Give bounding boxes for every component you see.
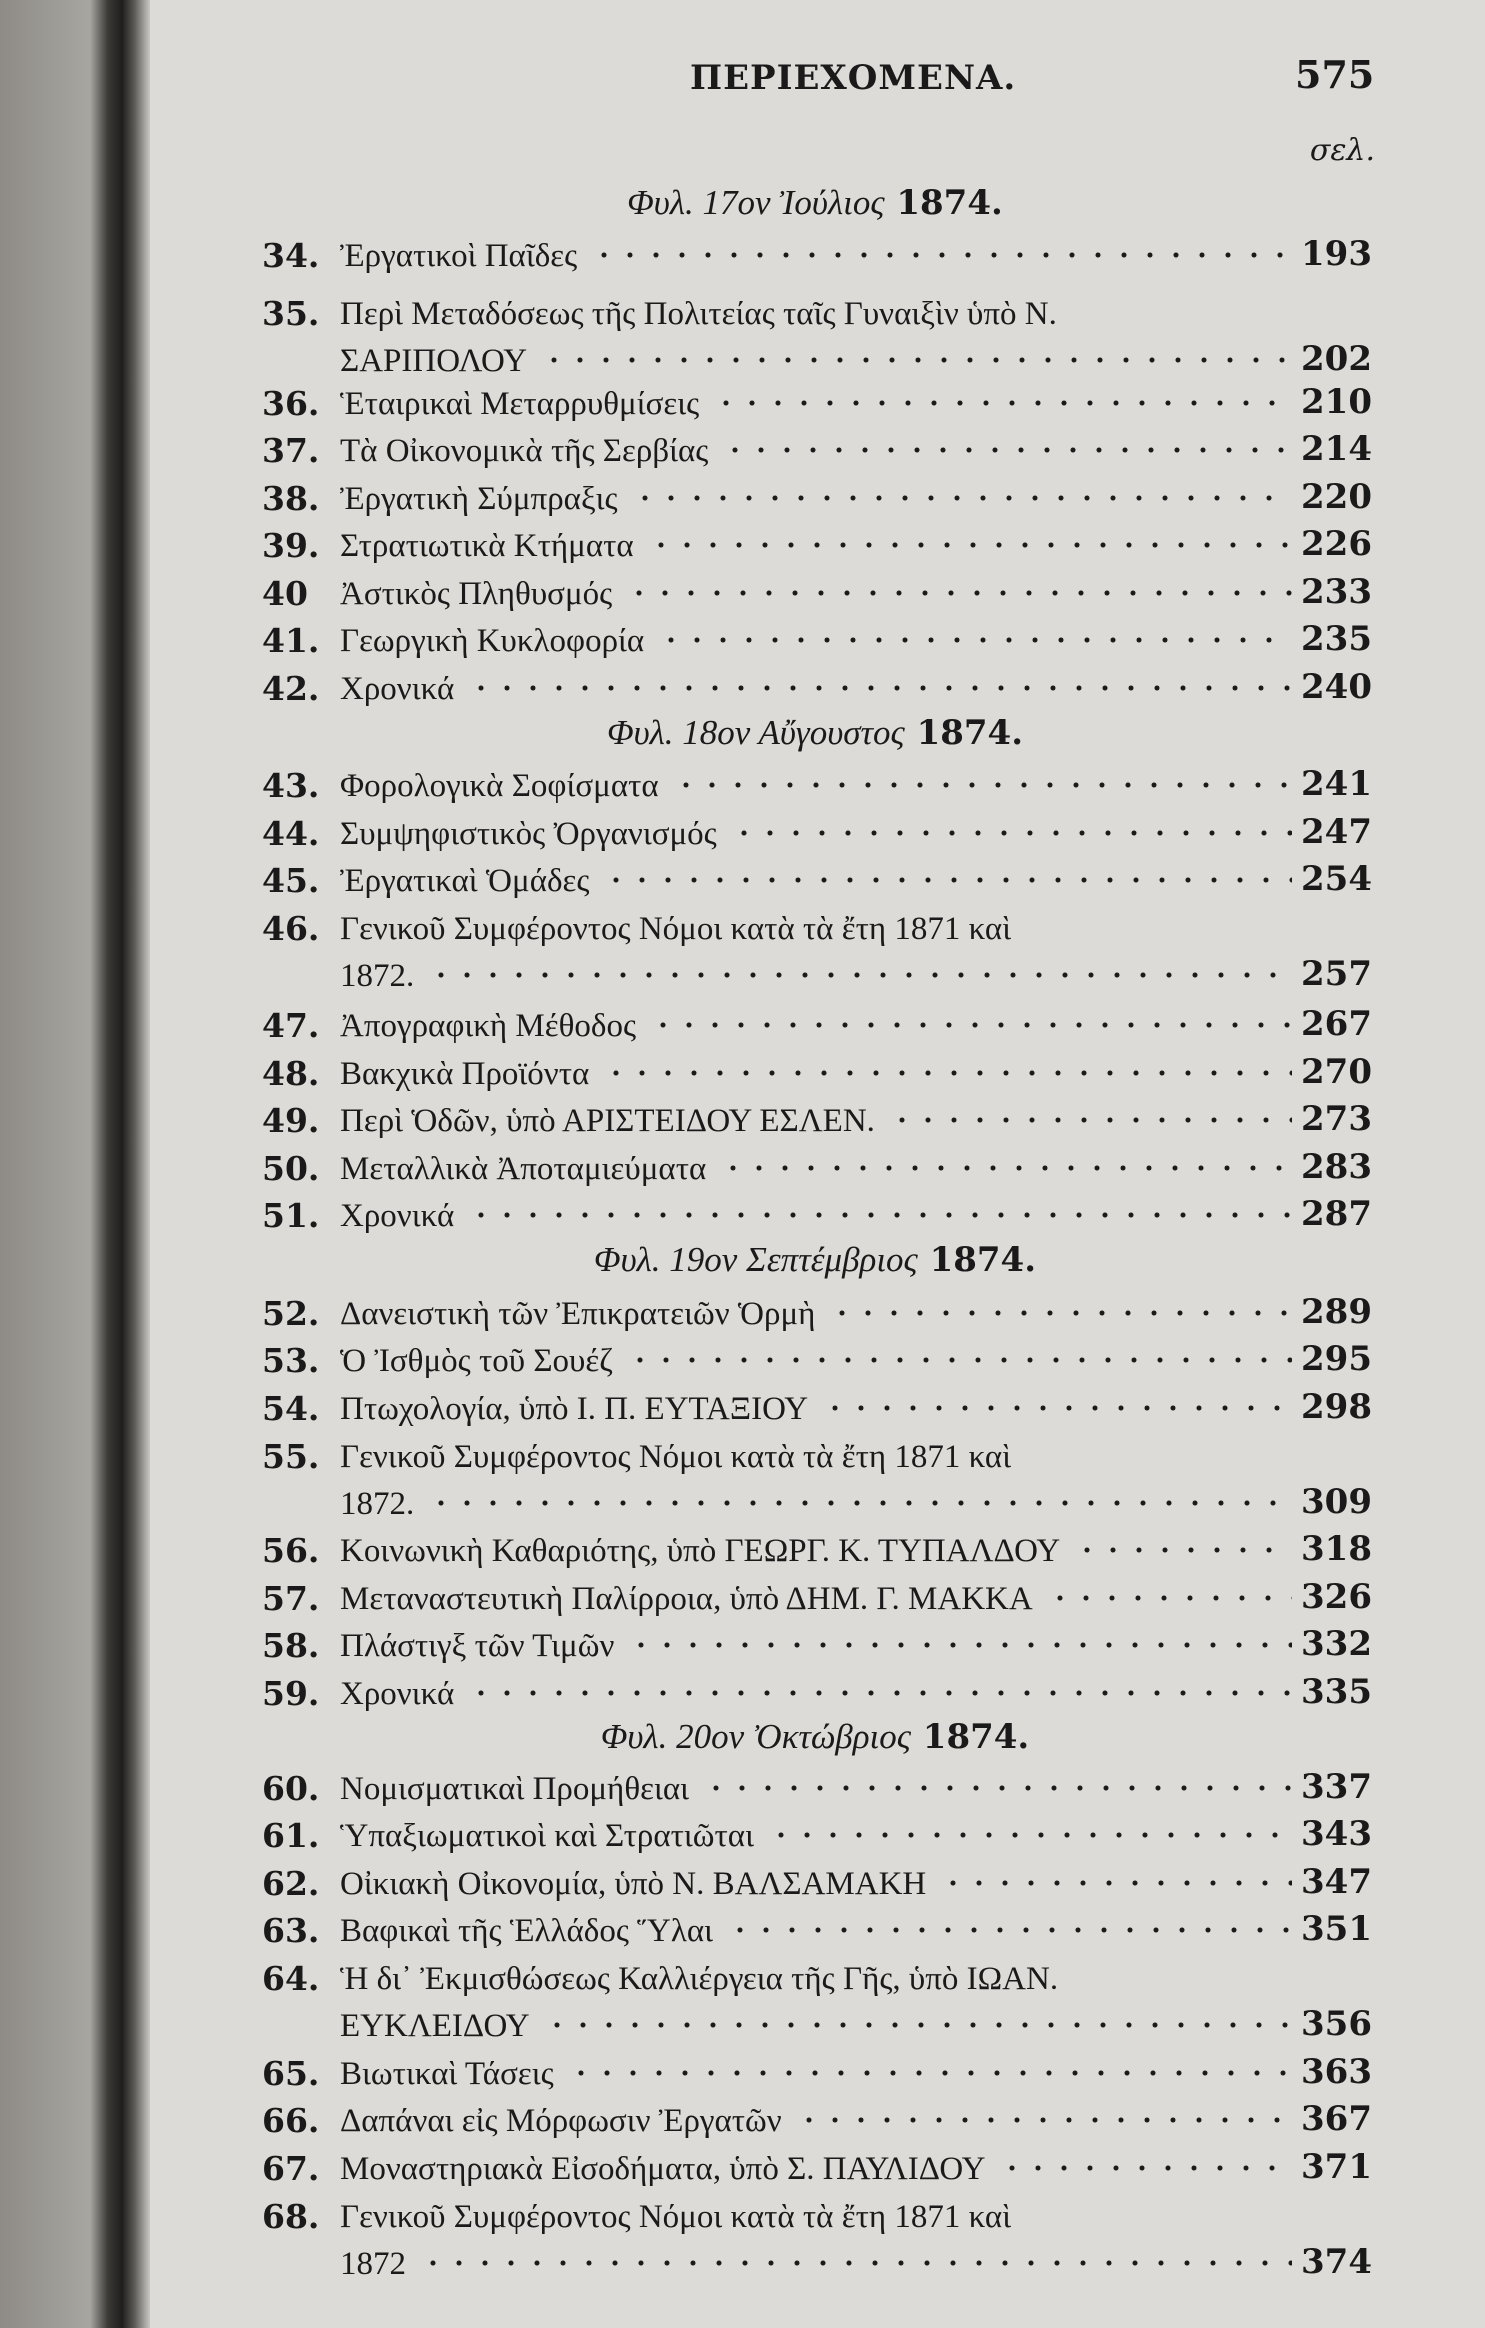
- entry-title-continuation: 1872.: [340, 958, 415, 994]
- entry-number: 62.: [262, 1864, 320, 1903]
- toc-entry: [262, 570, 1372, 618]
- entry-title: Οἰκιακὴ Οἰκονομία, ὑπὸ Ν. ΒΑΛΣΑΜΑΚΗ: [340, 1866, 927, 1902]
- entry-title: Περὶ Μεταδόσεως τῆς Πολιτείας ταῖς Γυναιξὶν ὑπὸ Ν.: [340, 296, 1057, 332]
- toc-entry: [262, 1670, 1372, 1718]
- entry-page: 309: [1301, 1482, 1372, 1522]
- entry-title-continuation: 1872: [340, 2246, 406, 2282]
- entry-title: Γενικοῦ Συμφέροντος Νόμοι κατὰ τὰ ἔτη 1871 καὶ: [340, 2199, 1012, 2235]
- dot-leader: [632, 495, 1292, 501]
- entry-title: Τὰ Οἰκονομικὰ τῆς Σερβίας: [340, 433, 709, 469]
- toc-entry: [262, 1907, 1372, 1955]
- dot-leader: [727, 1927, 1292, 1933]
- entry-page: 235: [1301, 619, 1372, 659]
- entry-page: 367: [1301, 2099, 1372, 2139]
- issue-label: Φυλ. 20ον Ὀκτώβριος: [600, 1717, 911, 1756]
- entry-number: 38.: [262, 479, 320, 518]
- entry-title: Γενικοῦ Συμφέροντος Νόμοι κατὰ τὰ ἔτη 1871 καὶ: [340, 1439, 1012, 1475]
- issue-heading: [260, 713, 1370, 753]
- entry-page: 202: [1301, 339, 1372, 379]
- issue-label: Φυλ. 19ον Σεπτέμβριος: [593, 1240, 918, 1279]
- toc-entry: [262, 2050, 1372, 2098]
- entry-page: 240: [1301, 667, 1372, 707]
- entry-page: 343: [1301, 1814, 1372, 1854]
- entry-title: Χρονικά: [340, 1198, 455, 1234]
- entry-number: 57.: [262, 1579, 320, 1618]
- page-column-label: σελ.: [1309, 133, 1375, 168]
- entry-number: 45.: [262, 861, 320, 900]
- toc-entry: [262, 1145, 1372, 1193]
- dot-leader: [720, 1165, 1292, 1171]
- issue-heading: [260, 1717, 1370, 1757]
- entry-number: 56.: [262, 1531, 320, 1570]
- entry-number: 43.: [262, 766, 320, 805]
- entry-number: 52.: [262, 1294, 320, 1333]
- entry-title: Συμψηφιστικὸς Ὀργανισμός: [340, 816, 717, 852]
- entry-title: Δανειστικὴ τῶν Ἐπικρατειῶν Ὁρμὴ: [340, 1296, 816, 1332]
- dot-leader: [703, 1785, 1292, 1791]
- dot-leader: [420, 2260, 1292, 2266]
- entry-number: 35.: [262, 294, 320, 333]
- entry-title: Μεταναστευτικὴ Παλίρροια, ὑπὸ ΔΗΜ. Γ. ΜΑΚΚΑ: [340, 1581, 1033, 1617]
- entry-number: 47.: [262, 1006, 320, 1045]
- entry-number: 65.: [262, 2054, 320, 2093]
- entry-title: Μεταλλικὰ Ἀποταμιεύματα: [340, 1151, 707, 1187]
- toc-entry: [262, 1860, 1372, 1908]
- entry-title: Γεωργικὴ Κυκλοφορία: [340, 623, 645, 659]
- entry-title-continuation: 1872.: [340, 1486, 415, 1522]
- toc-entry: [262, 2193, 1372, 2241]
- dot-leader: [999, 2165, 1292, 2171]
- entry-title: Νομισματικαὶ Προμήθειαι: [340, 1771, 690, 1807]
- toc-entry: [262, 905, 1372, 953]
- entry-number: 68.: [262, 2197, 320, 2236]
- dot-leader: [731, 830, 1292, 836]
- entry-page: 233: [1301, 572, 1372, 612]
- dot-leader: [673, 782, 1292, 788]
- entry-page: 289: [1301, 1292, 1372, 1332]
- entry-title: Περὶ Ὁδῶν, ὑπὸ ΑΡΙΣΤΕΙΔΟΥ ΕΣΛΕΝ.: [340, 1103, 875, 1139]
- dot-leader: [829, 1310, 1292, 1316]
- dot-leader: [627, 1357, 1292, 1363]
- dot-leader: [889, 1117, 1292, 1123]
- entry-title: Πτωχολογία, ὑπὸ Ι. Π. ΕΥΤΑΞΙΟΥ: [340, 1391, 809, 1427]
- entry-page: 267: [1301, 1004, 1372, 1044]
- entry-number: 49.: [262, 1101, 320, 1140]
- dot-leader: [713, 400, 1292, 406]
- entry-number: 44.: [262, 814, 320, 853]
- entry-number: 63.: [262, 1911, 320, 1950]
- dot-leader: [658, 637, 1292, 643]
- entry-page: 335: [1301, 1672, 1372, 1712]
- issue-label: Φυλ. 18ον Αὔγουστος: [606, 713, 905, 752]
- toc-entry: [262, 1812, 1372, 1860]
- dot-leader: [591, 252, 1292, 258]
- entry-number: 48.: [262, 1054, 320, 1093]
- entry-title: Μοναστηριακὰ Εἰσοδήματα, ὑπὸ Σ. ΠΑΥΛΙΔΟΥ: [340, 2151, 986, 2187]
- dot-leader: [650, 1022, 1292, 1028]
- running-header-title: ΠΕΡΙΕΧΟΜΕΝΑ.: [690, 58, 1017, 98]
- entry-title: Ὁ Ἰσθμὸς τοῦ Σουέζ: [340, 1343, 613, 1379]
- dot-leader: [768, 1832, 1292, 1838]
- entry-page: 273: [1301, 1099, 1372, 1139]
- toc-entry: [262, 665, 1372, 713]
- entry-number: 40: [262, 574, 308, 613]
- toc-entry: [262, 427, 1372, 475]
- toc-entry: [262, 1002, 1372, 1050]
- entry-number: 67.: [262, 2149, 320, 2188]
- entry-page: 254: [1301, 859, 1372, 899]
- entry-number: 39.: [262, 526, 320, 565]
- dot-leader: [822, 1405, 1292, 1411]
- entry-page: 337: [1301, 1767, 1372, 1807]
- entry-title: Κοινωνικὴ Καθαριότης, ὑπὸ ΓΕΩΡΓ. Κ. ΤΥΠΑΛΔΟΥ: [340, 1533, 1061, 1569]
- toc-entry: [262, 232, 1372, 280]
- entry-page: 241: [1301, 764, 1372, 804]
- entry-page: 214: [1301, 429, 1372, 469]
- dot-leader: [544, 2022, 1292, 2028]
- entry-title: Ἀπογραφικὴ Μέθοδος: [340, 1008, 637, 1044]
- entry-number: 61.: [262, 1816, 320, 1855]
- entry-number: 55.: [262, 1437, 320, 1476]
- toc-entry: [262, 762, 1372, 810]
- dot-leader: [468, 1690, 1292, 1696]
- entry-page: 283: [1301, 1147, 1372, 1187]
- toc-entry: [262, 1385, 1372, 1433]
- issue-label: Φυλ. 17ον Ἰούλιος: [627, 183, 885, 222]
- issue-year: 1874.: [904, 713, 1024, 753]
- dot-leader: [628, 1642, 1292, 1648]
- entry-title: Ἐργατικαὶ Ὁμάδες: [340, 863, 590, 899]
- entry-number: 51.: [262, 1196, 320, 1235]
- entry-page: 351: [1301, 1909, 1372, 1949]
- entry-page: 270: [1301, 1052, 1372, 1092]
- dot-leader: [940, 1880, 1292, 1886]
- entry-title: Ὑπαξιωματικοὶ καὶ Στρατιῶται: [340, 1818, 754, 1854]
- toc-entry: [262, 475, 1372, 523]
- toc-entry: [262, 1955, 1372, 2003]
- entry-page: 220: [1301, 477, 1372, 517]
- issue-heading: [260, 1240, 1370, 1280]
- entry-number: 36.: [262, 384, 320, 423]
- entry-number: 41.: [262, 621, 320, 660]
- entry-title: Ἐργατικὴ Σύμπραξις: [340, 481, 618, 517]
- toc-entry-continuation: [262, 2002, 1372, 2050]
- entry-page: 332: [1301, 1624, 1372, 1664]
- entry-title: Ἐργατικοὶ Παῖδες: [340, 238, 578, 274]
- entry-title: Ἑταιρικαὶ Μεταρρυθμίσεις: [340, 386, 700, 422]
- toc-entry: [262, 290, 1372, 338]
- dot-leader: [603, 1070, 1292, 1076]
- entry-page: 326: [1301, 1577, 1372, 1617]
- entry-title: Γενικοῦ Συμφέροντος Νόμοι κατὰ τὰ ἔτη 1871 καὶ: [340, 911, 1012, 947]
- dot-leader: [428, 972, 1292, 978]
- entry-number: 46.: [262, 909, 320, 948]
- entry-number: 60.: [262, 1769, 320, 1808]
- entry-title: Ἡ δι᾽ Ἐκμισθώσεως Καλλιέργεια τῆς Γῆς, ὑπὸ ΙΩΑΝ.: [340, 1961, 1059, 1997]
- entry-number: 59.: [262, 1674, 320, 1713]
- entry-number: 64.: [262, 1959, 320, 1998]
- toc-entry: [262, 1527, 1372, 1575]
- toc-entry: [262, 1622, 1372, 1670]
- entry-page: 363: [1301, 2052, 1372, 2092]
- entry-title-continuation: ΕΥΚΛΕΙΔΟΥ: [340, 2008, 530, 2044]
- dot-leader: [468, 685, 1292, 691]
- entry-number: 50.: [262, 1149, 320, 1188]
- entry-page: 287: [1301, 1194, 1372, 1234]
- toc-entry-continuation: [262, 1480, 1372, 1528]
- toc-entry: [262, 1765, 1372, 1813]
- entry-page: 347: [1301, 1862, 1372, 1902]
- toc-entry: [262, 857, 1372, 905]
- issue-year: 1874.: [910, 1717, 1030, 1757]
- toc-entry: [262, 1433, 1372, 1481]
- dot-leader: [568, 2070, 1292, 2076]
- entry-number: 58.: [262, 1626, 320, 1665]
- toc-entry: [262, 522, 1372, 570]
- entry-title-continuation: ΣΑΡΙΠΟΛΟΥ: [340, 343, 528, 379]
- entry-title: Βιωτικαὶ Τάσεις: [340, 2056, 554, 2092]
- dot-leader: [603, 877, 1292, 883]
- entry-page: 371: [1301, 2147, 1372, 2187]
- dot-leader: [1047, 1595, 1292, 1601]
- entry-page: 193: [1301, 234, 1372, 274]
- toc-entry: [262, 617, 1372, 665]
- issue-year: 1874.: [884, 183, 1003, 223]
- entry-title: Βαφικαὶ τῆς Ἑλλάδος Ὕλαι: [340, 1913, 714, 1949]
- entry-page: 257: [1301, 954, 1372, 994]
- toc-entry: [262, 810, 1372, 858]
- toc-entry: [262, 2097, 1372, 2145]
- dot-leader: [541, 357, 1292, 363]
- toc-entry-continuation: [262, 337, 1372, 385]
- toc-entry: [262, 380, 1372, 428]
- entry-page: 298: [1301, 1387, 1372, 1427]
- toc-entry: [262, 2145, 1372, 2193]
- entry-page: 318: [1301, 1529, 1372, 1569]
- entry-title: Δαπάναι εἰς Μόρφωσιν Ἐργατῶν: [340, 2103, 782, 2139]
- issue-year: 1874.: [917, 1240, 1037, 1280]
- toc-entry: [262, 1290, 1372, 1338]
- dot-leader: [428, 1500, 1292, 1506]
- toc-entry: [262, 1337, 1372, 1385]
- dot-leader: [626, 590, 1292, 596]
- dot-leader: [796, 2117, 1292, 2123]
- entry-page: 210: [1301, 382, 1372, 422]
- entry-page: 295: [1301, 1339, 1372, 1379]
- dot-leader: [648, 542, 1292, 548]
- entry-title: Στρατιωτικὰ Κτήματα: [340, 528, 634, 564]
- entry-number: 53.: [262, 1341, 320, 1380]
- toc-entry: [262, 1097, 1372, 1145]
- entry-title: Χρονικά: [340, 671, 455, 707]
- entry-title: Χρονικά: [340, 1676, 455, 1712]
- dot-leader: [468, 1212, 1292, 1218]
- entry-title: Βακχικὰ Προϊόντα: [340, 1056, 590, 1092]
- toc-entry-continuation: [262, 952, 1372, 1000]
- entry-page: 356: [1301, 2004, 1372, 2044]
- dot-leader: [1074, 1547, 1292, 1553]
- entry-page: 374: [1301, 2242, 1372, 2282]
- entry-page: 247: [1301, 812, 1372, 852]
- entry-number: 34.: [262, 236, 320, 275]
- toc-entry: [262, 1050, 1372, 1098]
- issue-heading: [260, 183, 1370, 223]
- entry-title: Ἀστικὸς Πληθυσμός: [340, 576, 613, 612]
- toc-entry: [262, 1575, 1372, 1623]
- entry-number: 54.: [262, 1389, 320, 1428]
- toc-entry-continuation: [262, 2240, 1372, 2288]
- entry-number: 66.: [262, 2101, 320, 2140]
- dot-leader: [722, 447, 1292, 453]
- page-number: 575: [1295, 52, 1375, 97]
- entry-title: Πλάστιγξ τῶν Τιμῶν: [340, 1628, 615, 1664]
- entry-number: 37.: [262, 431, 320, 470]
- toc-entry: [262, 1192, 1372, 1240]
- entry-title: Φορολογικὰ Σοφίσματα: [340, 768, 659, 804]
- entry-number: 42.: [262, 669, 320, 708]
- entry-page: 226: [1301, 524, 1372, 564]
